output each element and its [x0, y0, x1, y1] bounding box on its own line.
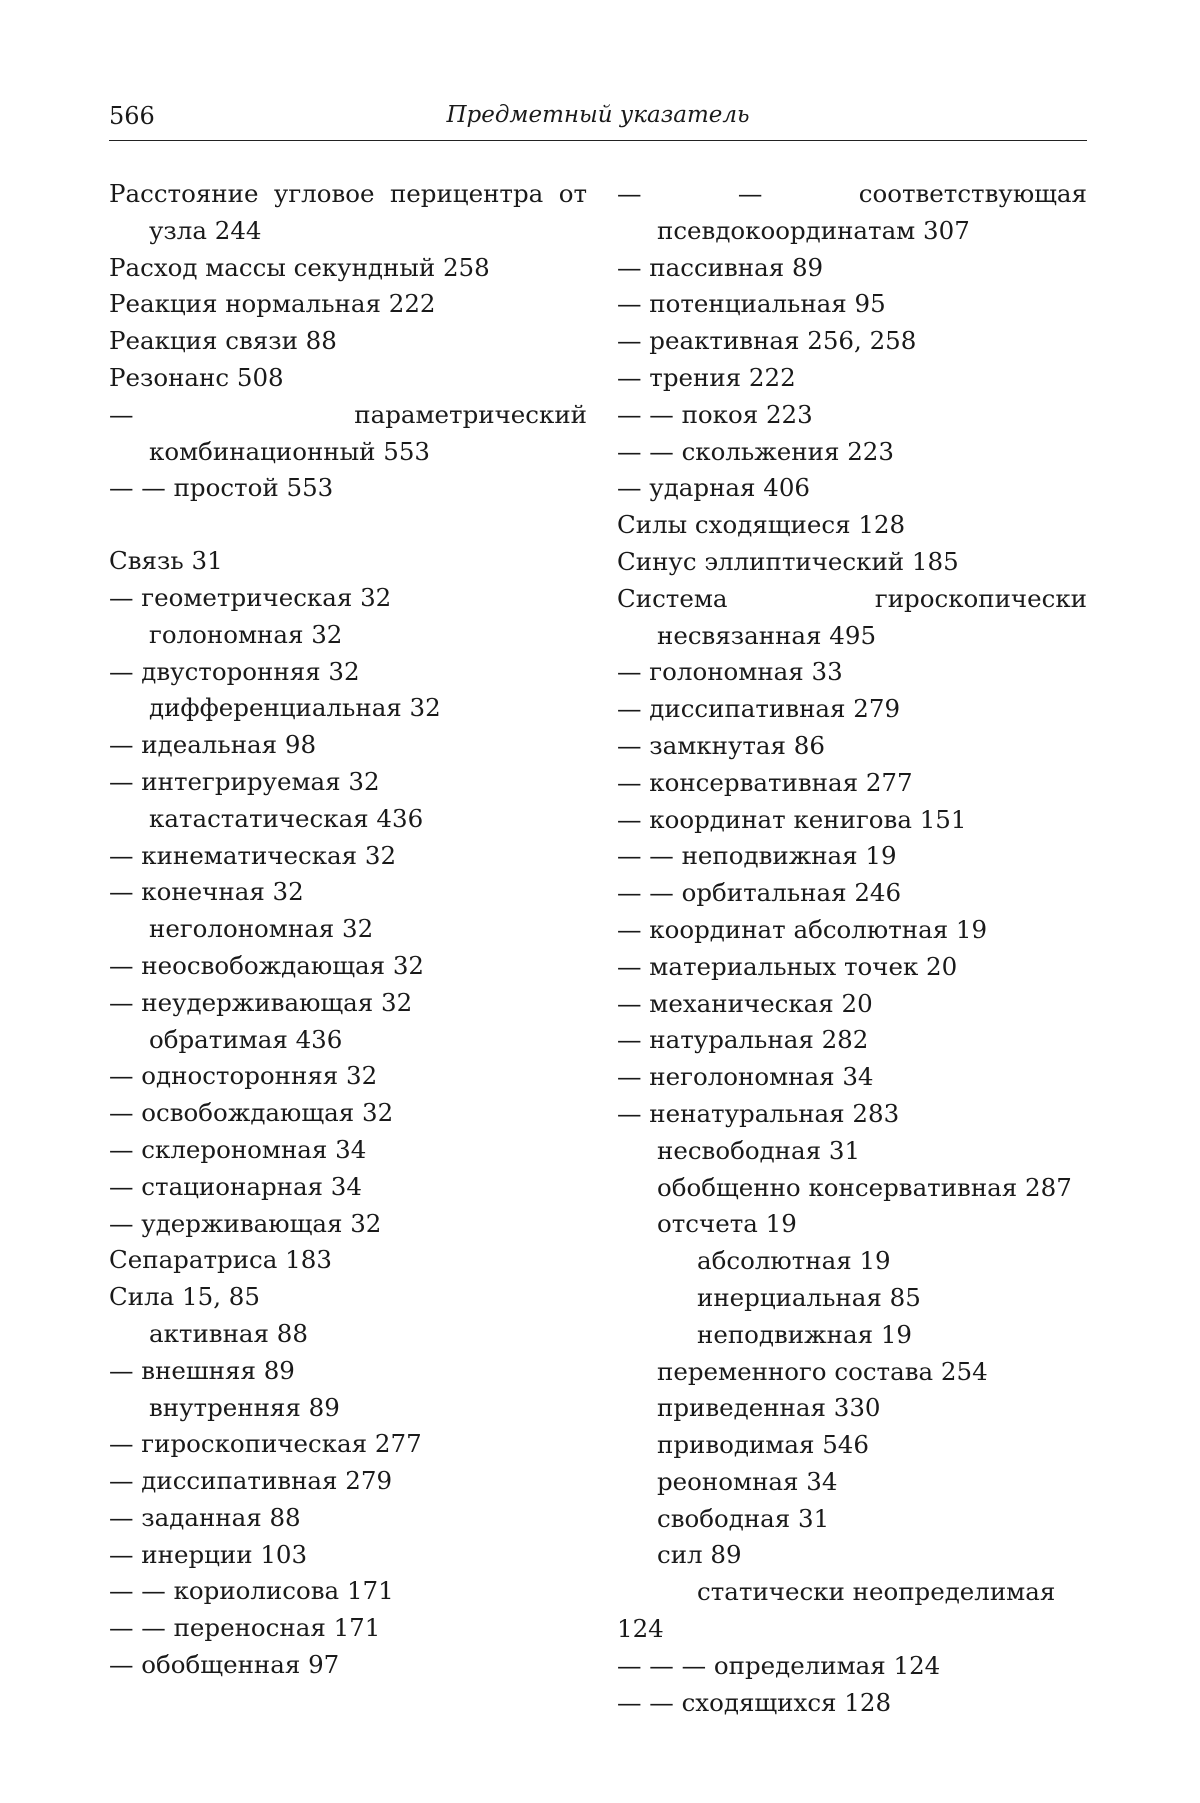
index-entry: — — неподвижная 19 [617, 841, 897, 871]
index-entry: — — соответствующая псевдокоординатам 307 [617, 179, 1087, 245]
index-entry: — голономная 33 [617, 657, 843, 687]
index-entry: Синус эллиптический 185 [617, 546, 959, 576]
index-entry: — внешняя 89 [109, 1355, 295, 1385]
index-entry: — — переносная 171 [109, 1613, 381, 1643]
index-entry: — материальных точек 20 [617, 951, 958, 981]
index-entry: неголономная 32 [149, 914, 374, 944]
index-entry: дифференциальная 32 [149, 693, 441, 723]
index-entry: обобщенно консервативная 287 [657, 1172, 1072, 1202]
index-column-left [109, 176, 587, 1684]
index-entry: абсолютная 19 [697, 1246, 891, 1276]
index-entry: переменного состава 254 [657, 1356, 988, 1386]
index-entry: — — кориолисова 171 [109, 1576, 394, 1606]
index-entry: — ударная 406 [617, 473, 811, 503]
index-entry: — удерживающая 32 [109, 1208, 382, 1238]
index-entry: Силы сходящиеся 128 [617, 510, 906, 540]
index-entry: — координат кенигова 151 [617, 804, 967, 834]
index-entry: отсчета 19 [657, 1209, 797, 1239]
index-entry: — диссипативная 279 [109, 1466, 393, 1496]
index-entry: свободная 31 [657, 1503, 830, 1533]
index-column-right [617, 176, 1087, 1721]
index-entry: реономная 34 [657, 1466, 838, 1496]
index-entry: — механическая 20 [617, 988, 873, 1018]
index-entry: — заданная 88 [109, 1502, 301, 1532]
index-entry: — — простой 553 [109, 473, 334, 503]
index-entry: — — орбитальная 246 [617, 878, 902, 908]
index-entry: — гироскопическая 277 [109, 1429, 422, 1459]
index-entry: — натуральная 282 [617, 1025, 869, 1055]
index-entry: Связь 31 [109, 546, 223, 576]
index-entry: — диссипативная 279 [617, 694, 901, 724]
index-entry: — трения 222 [617, 362, 796, 392]
index-entry: — реактивная 256, 258 [617, 326, 917, 356]
index-entry: сил 89 [657, 1540, 742, 1570]
index-entry: Сила 15, 85 [109, 1282, 260, 1312]
index-entry: — интегрируемая 32 [109, 766, 380, 796]
index-entry: неподвижная 19 [697, 1319, 913, 1349]
index-entry: голономная 32 [149, 619, 343, 649]
index-entry: инерциальная 85 [697, 1282, 921, 1312]
index-entry: Система гироскопически несвязанная 495 [617, 583, 1087, 650]
index-entry: статически неопределимая [697, 1577, 1056, 1607]
index-entry: — двусторонняя 32 [109, 656, 360, 686]
index-entry: — координат абсолютная 19 [617, 914, 988, 944]
index-entry: — неголономная 34 [617, 1062, 874, 1092]
running-header [109, 100, 1087, 141]
index-entry: — кинематическая 32 [109, 840, 397, 870]
index-entry: — потенциальная 95 [617, 289, 886, 319]
index-entry: Резонанс 508 [109, 362, 284, 392]
index-entry: Расход массы секундный 258 [109, 252, 490, 282]
index-entry: — — сходящихся 128 [617, 1687, 892, 1717]
index-entry: — консервативная 277 [617, 767, 913, 797]
index-entry: — геометрическая 32 [109, 582, 392, 612]
index-entry: катастатическая 436 [149, 803, 424, 833]
index-entry: — — — определимая 124 [617, 1650, 941, 1680]
index-entry: обратимая 436 [149, 1024, 343, 1054]
index-entry: внутренняя 89 [149, 1392, 340, 1422]
index-entry: — неосвобождающая 32 [109, 950, 424, 980]
running-title: Предметный указатель [446, 102, 750, 128]
index-entry: — освобождающая 32 [109, 1098, 394, 1128]
index-entry: — замкнутая 86 [617, 730, 825, 760]
index-entry: 124 [617, 1614, 664, 1644]
index-entry: Реакция нормальная 222 [109, 289, 436, 319]
index-entry: приводимая 546 [657, 1430, 869, 1460]
index-entry: — односторонняя 32 [109, 1061, 378, 1091]
index-entry: — идеальная 98 [109, 730, 317, 760]
index-entry: — параметрический комбинационный 553 [109, 399, 587, 466]
index-entry: — обобщенная 97 [109, 1650, 340, 1680]
index-entry: Реакция связи 88 [109, 326, 337, 356]
index-entry: — инерции 103 [109, 1539, 308, 1569]
index-entry: — — покоя 223 [617, 399, 813, 429]
index-entry: — ненатуральная 283 [617, 1098, 900, 1128]
index-entry: несвободная 31 [657, 1135, 861, 1165]
page-number: 566 [109, 102, 155, 130]
index-entry: — стационарная 34 [109, 1171, 362, 1201]
index-entry: — склерономная 34 [109, 1134, 367, 1164]
index-entry: активная 88 [149, 1318, 308, 1348]
index-entry: — пассивная 89 [617, 252, 824, 282]
index-entry: Расстояние угловое перицентра от узла 244 [109, 179, 587, 245]
index-entry: — неудерживающая 32 [109, 987, 413, 1017]
index-entry: — конечная 32 [109, 877, 304, 907]
index-entry: — — скольжения 223 [617, 436, 894, 466]
index-entry: Сепаратриса 183 [109, 1245, 332, 1275]
index-entry: приведенная 330 [657, 1393, 881, 1423]
